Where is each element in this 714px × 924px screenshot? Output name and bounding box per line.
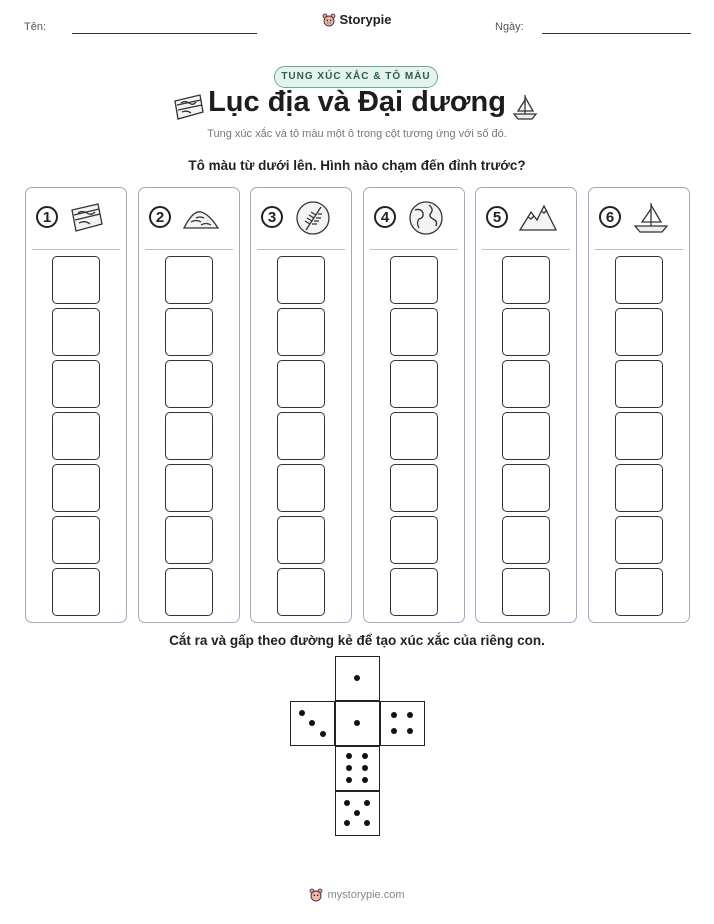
game-instruction: Tô màu từ dưới lên. Hình nào chạm đến đỉnh trước? (188, 158, 526, 173)
color-cell[interactable] (615, 464, 663, 512)
die-pip (346, 753, 352, 759)
column-3 (250, 187, 352, 623)
color-cell[interactable] (390, 516, 438, 564)
column-divider (595, 249, 683, 250)
column-divider (32, 249, 120, 250)
color-cell[interactable] (165, 360, 213, 408)
column-divider (370, 249, 458, 250)
color-cell[interactable] (615, 360, 663, 408)
date-label: Ngày: (495, 21, 524, 33)
color-cell[interactable] (165, 568, 213, 616)
die-pip (309, 720, 315, 726)
globe-icon (406, 200, 446, 236)
sand-dune-icon (181, 200, 221, 236)
color-cell[interactable] (502, 412, 550, 460)
die-pip (354, 720, 360, 726)
color-cell[interactable] (52, 308, 100, 356)
die-pip (346, 765, 352, 771)
color-cell[interactable] (615, 256, 663, 304)
color-cell[interactable] (52, 256, 100, 304)
die-pip (362, 753, 368, 759)
color-cell[interactable] (502, 464, 550, 512)
color-cell[interactable] (390, 256, 438, 304)
date-line (542, 33, 691, 34)
footer-url: mystorypie.com (327, 889, 405, 901)
die-pip (364, 820, 370, 826)
color-cell[interactable] (165, 256, 213, 304)
color-cell[interactable] (52, 516, 100, 564)
die-instruction: Cắt ra và gấp theo đường kẻ để tạo xúc xắc của riêng con. (169, 633, 545, 648)
column-number: 2 (149, 206, 171, 228)
column-number: 3 (261, 206, 283, 228)
color-cell[interactable] (390, 568, 438, 616)
color-cell[interactable] (277, 308, 325, 356)
die-pip (299, 710, 305, 716)
page-subtitle: Tung xúc xắc và tô màu một ô trong cột tương ứng với số đó. (207, 128, 507, 140)
color-cell[interactable] (502, 308, 550, 356)
color-cell[interactable] (52, 360, 100, 408)
column-number: 5 (486, 206, 508, 228)
color-cell[interactable] (277, 256, 325, 304)
column-6 (588, 187, 690, 623)
color-cell[interactable] (390, 412, 438, 460)
die-pip (344, 800, 350, 806)
column-1 (25, 187, 127, 623)
column-divider (257, 249, 345, 250)
color-cell[interactable] (52, 464, 100, 512)
color-cell[interactable] (165, 516, 213, 564)
color-cell[interactable] (277, 516, 325, 564)
die-face-1 (335, 656, 380, 701)
color-cell[interactable] (615, 516, 663, 564)
color-cell[interactable] (52, 568, 100, 616)
color-cell[interactable] (165, 464, 213, 512)
map-icon (68, 200, 108, 236)
color-cell[interactable] (390, 464, 438, 512)
color-cell[interactable] (277, 360, 325, 408)
column-number: 6 (599, 206, 621, 228)
color-cell[interactable] (390, 308, 438, 356)
color-cell[interactable] (165, 308, 213, 356)
die-pip (391, 728, 397, 734)
die-pip (407, 712, 413, 718)
column-4 (363, 187, 465, 623)
color-cell[interactable] (615, 412, 663, 460)
footer (0, 888, 714, 905)
column-divider (482, 249, 570, 250)
die-face-3 (290, 701, 335, 746)
color-cell[interactable] (502, 360, 550, 408)
die-face-5 (335, 791, 380, 836)
page-title: Lục địa và Đại dương (208, 86, 506, 118)
color-cell[interactable] (615, 308, 663, 356)
mountain-icon (518, 200, 558, 236)
color-cell[interactable] (502, 516, 550, 564)
color-cell[interactable] (165, 412, 213, 460)
column-number: 4 (374, 206, 396, 228)
leaf-icon (293, 200, 333, 236)
die-face-1 (335, 701, 380, 746)
die-pip (320, 731, 326, 737)
die-pip (407, 728, 413, 734)
color-cell[interactable] (277, 568, 325, 616)
bear-mascot-icon (322, 13, 336, 27)
sailboat-icon (631, 200, 671, 236)
color-cell[interactable] (52, 412, 100, 460)
die-face-6 (335, 746, 380, 791)
name-label: Tên: (24, 21, 47, 33)
activity-badge: TUNG XÚC XẮC & TÔ MÀU (274, 66, 438, 88)
color-cell[interactable] (502, 568, 550, 616)
sailboat-icon (511, 92, 539, 122)
column-2 (138, 187, 240, 623)
name-line (72, 33, 257, 34)
brand-logo (0, 12, 714, 30)
color-cell[interactable] (615, 568, 663, 616)
die-pip (346, 777, 352, 783)
die-pip (354, 675, 360, 681)
die-pip (362, 777, 368, 783)
column-number: 1 (36, 206, 58, 228)
die-pip (344, 820, 350, 826)
bear-mascot-icon (309, 888, 323, 902)
die-pip (354, 810, 360, 816)
die-pip (364, 800, 370, 806)
column-5 (475, 187, 577, 623)
brand-name: Storypie (339, 12, 392, 27)
column-divider (145, 249, 233, 250)
die-pip (362, 765, 368, 771)
die-pip (391, 712, 397, 718)
color-cell[interactable] (277, 412, 325, 460)
color-cell[interactable] (277, 464, 325, 512)
color-cell[interactable] (502, 256, 550, 304)
color-cell[interactable] (390, 360, 438, 408)
die-face-4 (380, 701, 425, 746)
